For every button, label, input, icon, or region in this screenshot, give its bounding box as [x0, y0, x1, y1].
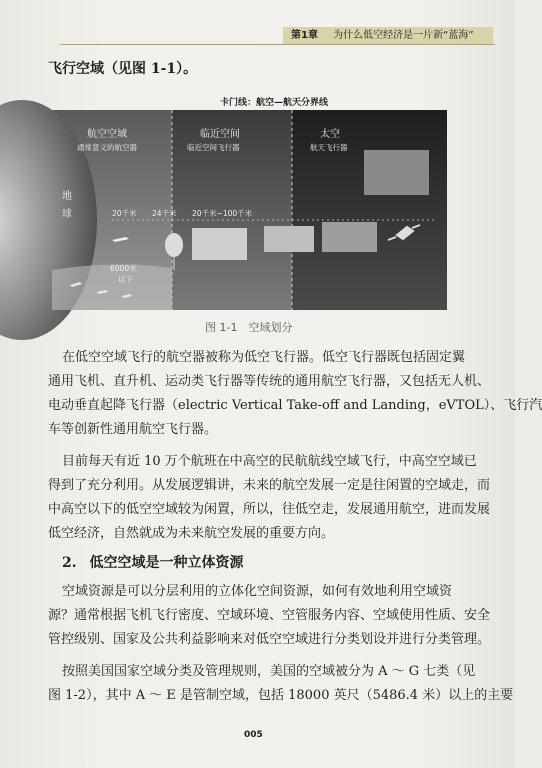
paragraph-3-line: 源？通常根据飞机飞行密度、空域环境、空管服务内容、空域使用性质、安全 — [48, 608, 491, 623]
zone-subtitle-space: 航天飞行器 — [310, 143, 348, 152]
paragraph-3-line: 空域资源是可以分层利用的立体化空间资源，如何有效地利用空域资 — [62, 584, 453, 599]
altitude-label-near-space-range: 20千米~100千米 — [192, 209, 253, 218]
running-header — [283, 27, 493, 44]
paragraph-3 — [48, 580, 491, 652]
airspace-figure — [52, 110, 447, 310]
airship-photo — [192, 228, 247, 260]
zone-label-near-space: 临近空间 — [200, 129, 240, 140]
header-rule — [60, 44, 495, 45]
page-number: 005 — [244, 730, 263, 740]
paragraph-1-line: 通用飞机、直升机、运动类飞行器等传统的通用航空飞行器，又包括无人机、 — [48, 374, 491, 389]
altitude-label-6000m: 6000米 — [110, 264, 137, 273]
paragraph-2-line: 中高空以下的低空空域较为闲置，所以，往低空走，发展通用航空，进而发展 — [48, 502, 491, 517]
lead-line: 飞行空域（见图 1-1）。 — [48, 61, 198, 77]
paragraph-1 — [48, 346, 542, 442]
paragraph-2-line: 目前每天有近 10 万个航班在中高空的民航航线空域飞行，中高空空域已 — [62, 454, 477, 469]
figure-caption: 图 1-1 空域划分 — [205, 321, 293, 334]
hypersonic-vehicle-photo — [264, 226, 314, 252]
zone-subtitle-aviation: 通常意义的航空器 — [77, 143, 137, 152]
space-station-photo — [364, 150, 429, 195]
zone-label-aviation: 航空空域 — [87, 129, 127, 140]
altitude-label-below: 以下 — [118, 275, 133, 284]
balloon-icon — [165, 233, 183, 257]
paragraph-3-line: 管控级别、国家及公共利益影响来对低空空域进行分类划设并进行分类管理。 — [48, 632, 491, 647]
altitude-label-20km: 20千米 — [112, 209, 137, 218]
section-title: 低空空域是一种立体资源 — [89, 555, 244, 571]
paragraph-1-line: 电动垂直起降飞行器（electric Vertical Take-off and Landing，eVTOL）、飞行汽 — [48, 398, 542, 413]
altitude-label-24km: 24千米 — [152, 209, 177, 218]
paragraph-4-line: 图 1-2），其中 A ～ E 是管制空域，包括 18000 英尺（5486.4 米）以上的主要 — [48, 688, 514, 703]
earth-label: 地球 — [62, 191, 72, 220]
chapter-title: 为什么低空经济是一片新“蓝海” — [333, 30, 474, 41]
zone-subtitle-near-space: 临近空间飞行器 — [187, 143, 240, 152]
paragraph-1-line: 在低空空域飞行的航空器被称为低空飞行器。低空飞行器既包括固定翼 — [62, 350, 466, 365]
zone-space-bg — [292, 110, 447, 310]
spaceplane-photo — [322, 222, 377, 252]
paragraph-4 — [48, 660, 514, 708]
section-heading — [62, 552, 244, 572]
figure-top-caption: 卡门线：航空—航天分界线 — [220, 98, 329, 108]
paragraph-2-line: 低空经济，自然就成为未来航空发展的重要方向。 — [48, 526, 335, 541]
paragraph-4-line: 按照美国国家空域分类及管理规则，美国的空域被分为 A ～ G 七类（见 — [62, 664, 476, 679]
chapter-number: 第1章 — [291, 30, 318, 41]
section-number: 2. — [62, 555, 77, 571]
paragraph-1-line: 车等创新性通用航空飞行器。 — [48, 422, 218, 437]
zone-label-space: 太空 — [320, 129, 340, 140]
paragraph-2-line: 得到了充分利用。从发展逻辑讲，未来的航空发展一定是往闲置的空域走，而 — [48, 478, 491, 493]
paragraph-2 — [48, 450, 491, 546]
